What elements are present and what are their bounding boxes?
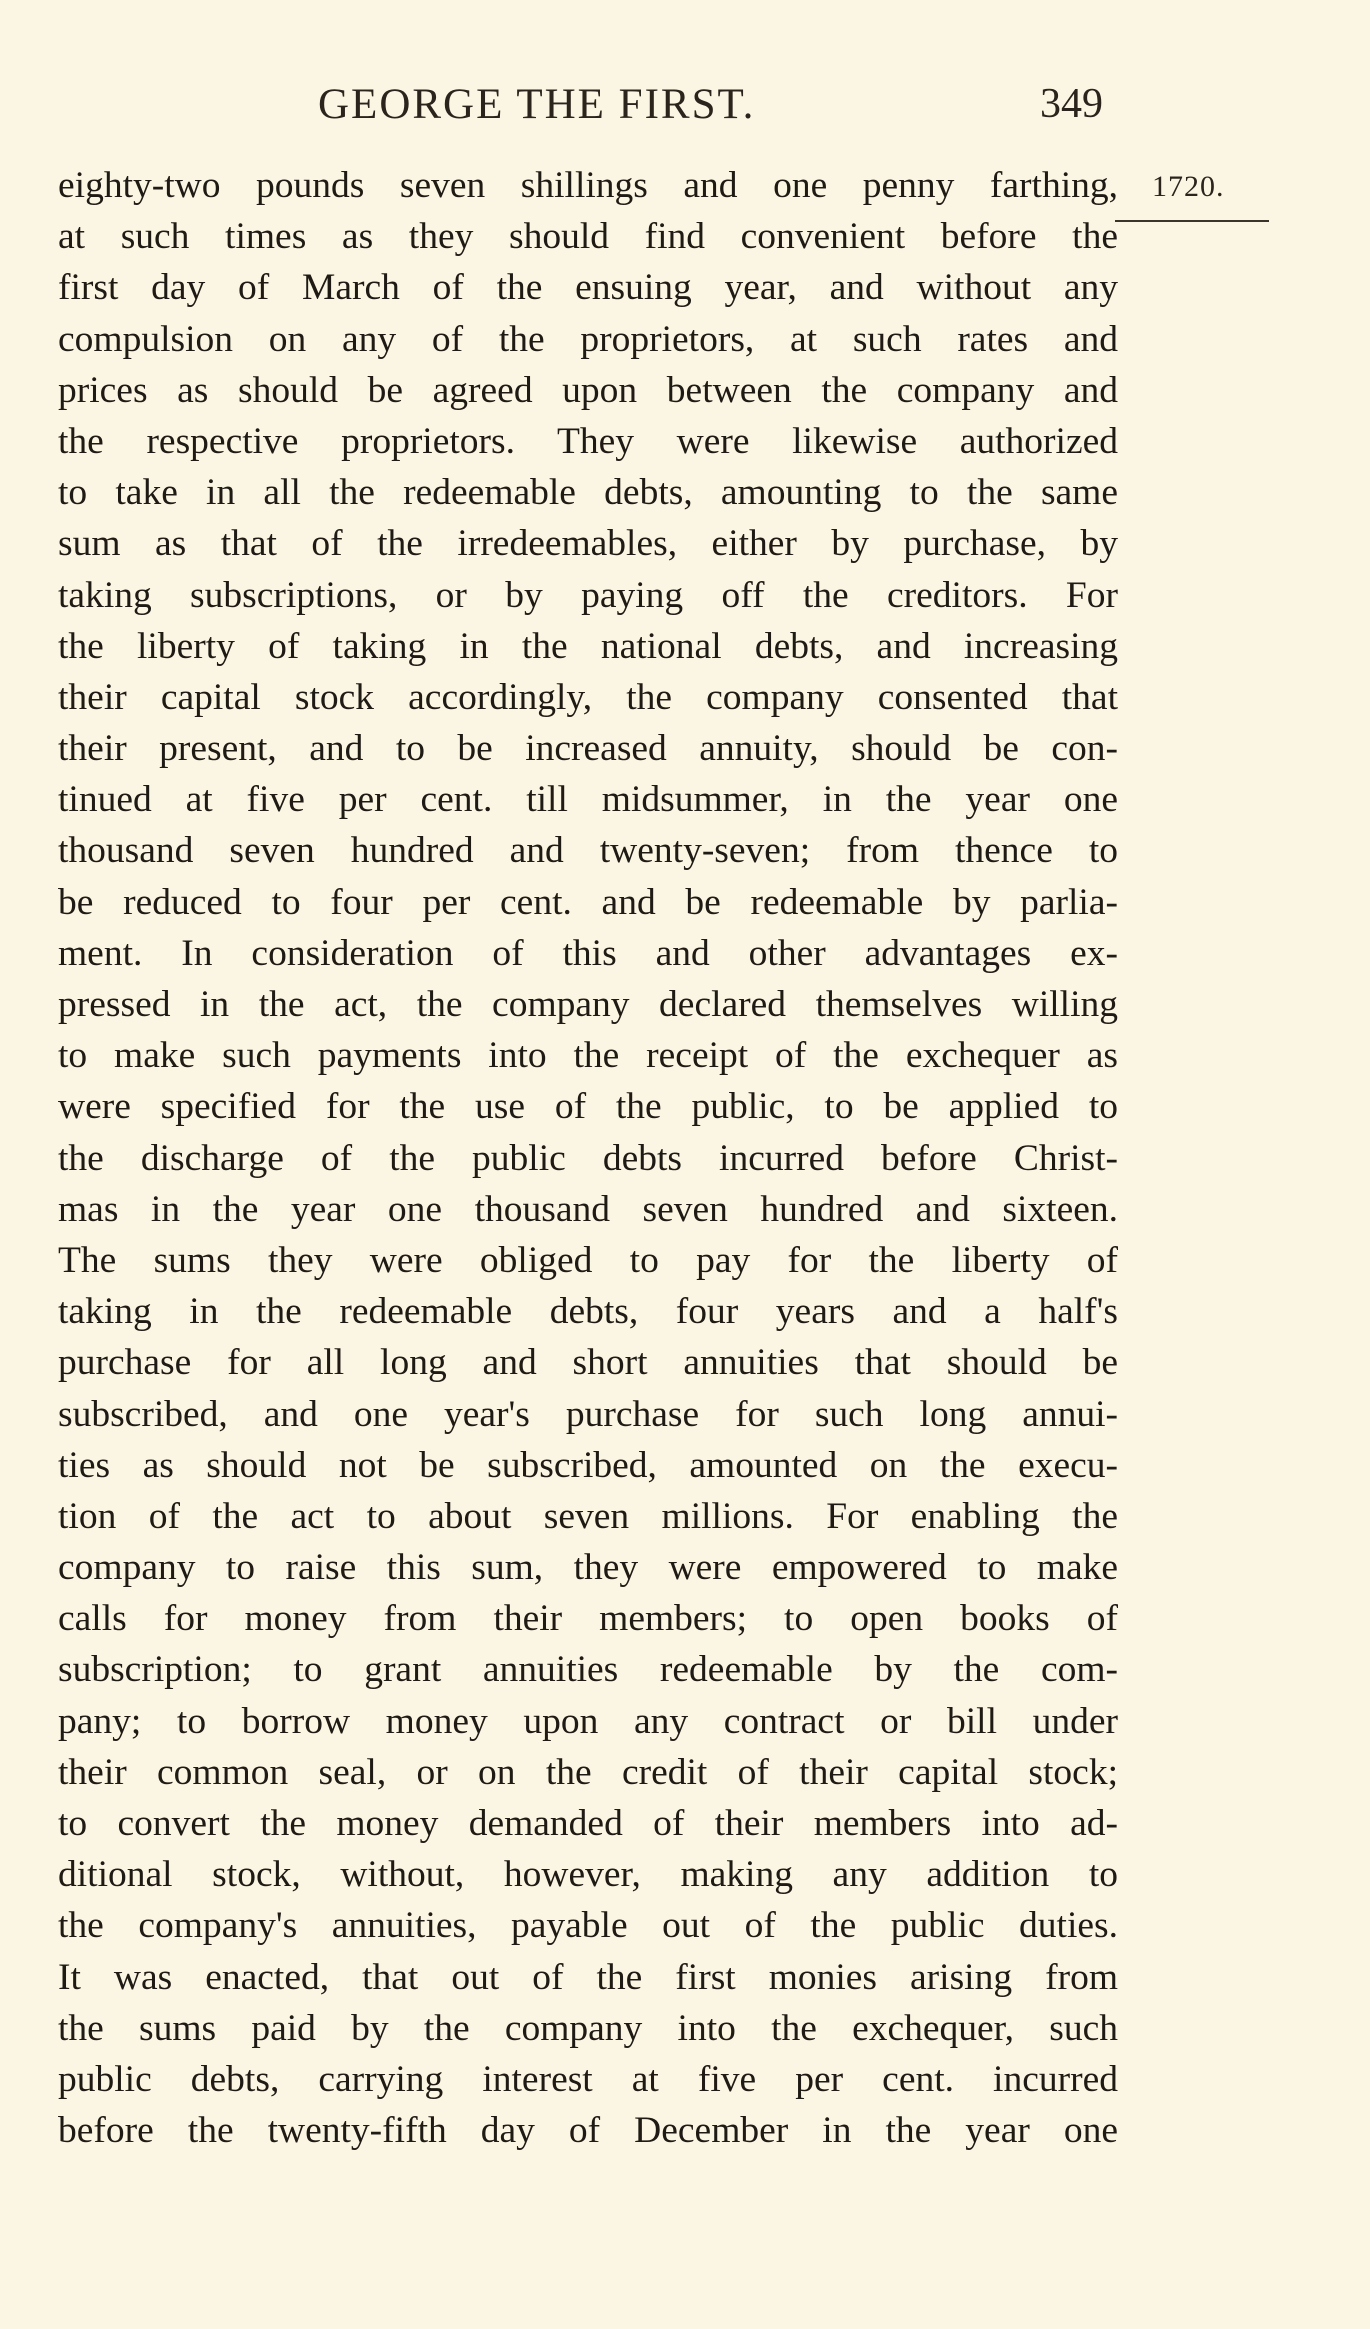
text-line: calls for money from their members; to open books of [58, 1598, 1118, 1640]
text-line: the respective proprietors. They were likewise authorized [58, 420, 1118, 462]
text-line: their present, and to be increased annuity, should be con- [58, 728, 1118, 770]
text-line: subscribed, and one year's purchase for such long annui- [58, 1393, 1118, 1435]
text-line: The sums they were obliged to pay for the liberty of [58, 1239, 1118, 1281]
margin-rule [1115, 220, 1269, 222]
text-line: taking in the redeemable debts, four years and a half's [58, 1291, 1118, 1333]
text-line: tion of the act to about seven millions. For enabling the [58, 1495, 1118, 1537]
text-line: public debts, carrying interest at five per cent. incurred [58, 2058, 1118, 2100]
text-line: the sums paid by the company into the exchequer, such [58, 2007, 1118, 2049]
text-line: thousand seven hundred and twenty-seven; from thence to [58, 830, 1118, 872]
text-line: subscription; to grant annuities redeemable by the com- [58, 1649, 1118, 1691]
text-line: It was enacted, that out of the first monies arising from [58, 1956, 1118, 1998]
text-line: the liberty of taking in the national debts, and increasing [58, 625, 1118, 667]
text-line: pany; to borrow money upon any contract or bill under [58, 1700, 1118, 1742]
text-line: taking subscriptions, or by paying off the creditors. For [58, 574, 1118, 616]
text-line: were specified for the use of the public, to be applied to [58, 1086, 1118, 1128]
text-line: ment. In consideration of this and other advantages ex- [58, 932, 1118, 974]
text-line: at such times as they should find convenient before the [58, 216, 1118, 258]
text-line: compulsion on any of the proprietors, at such rates and [58, 318, 1118, 360]
text-line: pressed in the act, the company declared themselves willing [58, 984, 1118, 1025]
text-line: ties as should not be subscribed, amounted on the execu- [58, 1444, 1118, 1486]
page-number: 349 [1040, 81, 1103, 127]
text-line: the company's annuities, payable out of the public duties. [58, 1905, 1118, 1947]
body-text [58, 160, 1118, 2156]
text-line: their capital stock accordingly, the company consented that [58, 676, 1118, 718]
running-head-title: GEORGE THE FIRST. [318, 81, 756, 128]
text-line: sum as that of the irredeemables, either by purchase, by [58, 523, 1118, 565]
text-line: prices as should be agreed upon between the company and [58, 369, 1118, 411]
text-line: ditional stock, without, however, making any addition to [58, 1854, 1118, 1896]
text-line: be reduced to four per cent. and be redeemable by parlia- [58, 881, 1118, 923]
text-line: mas in the year one thousand seven hundred and sixteen. [58, 1188, 1118, 1230]
text-line: first day of March of the ensuing year, and without any [58, 267, 1118, 309]
text-line: tinued at five per cent. till midsummer, in the year one [58, 779, 1118, 821]
text-line: the discharge of the public debts incurred before Christ- [58, 1137, 1118, 1179]
text-line: their common seal, or on the credit of their capital stock; [58, 1751, 1118, 1793]
margin-year-note: 1720. [1152, 170, 1225, 203]
text-line: purchase for all long and short annuities that should be [58, 1342, 1118, 1384]
text-line: before the twenty-fifth day of December in the year one [58, 2110, 1118, 2152]
text-line: eighty-two pounds seven shillings and one penny farthing, [58, 165, 1118, 206]
text-line: to take in all the redeemable debts, amounting to the same [58, 472, 1118, 514]
text-line: to make such payments into the receipt of the exchequer as [58, 1035, 1118, 1077]
text-line: company to raise this sum, they were empowered to make [58, 1547, 1118, 1589]
text-line: to convert the money demanded of their members into ad- [58, 1803, 1118, 1844]
